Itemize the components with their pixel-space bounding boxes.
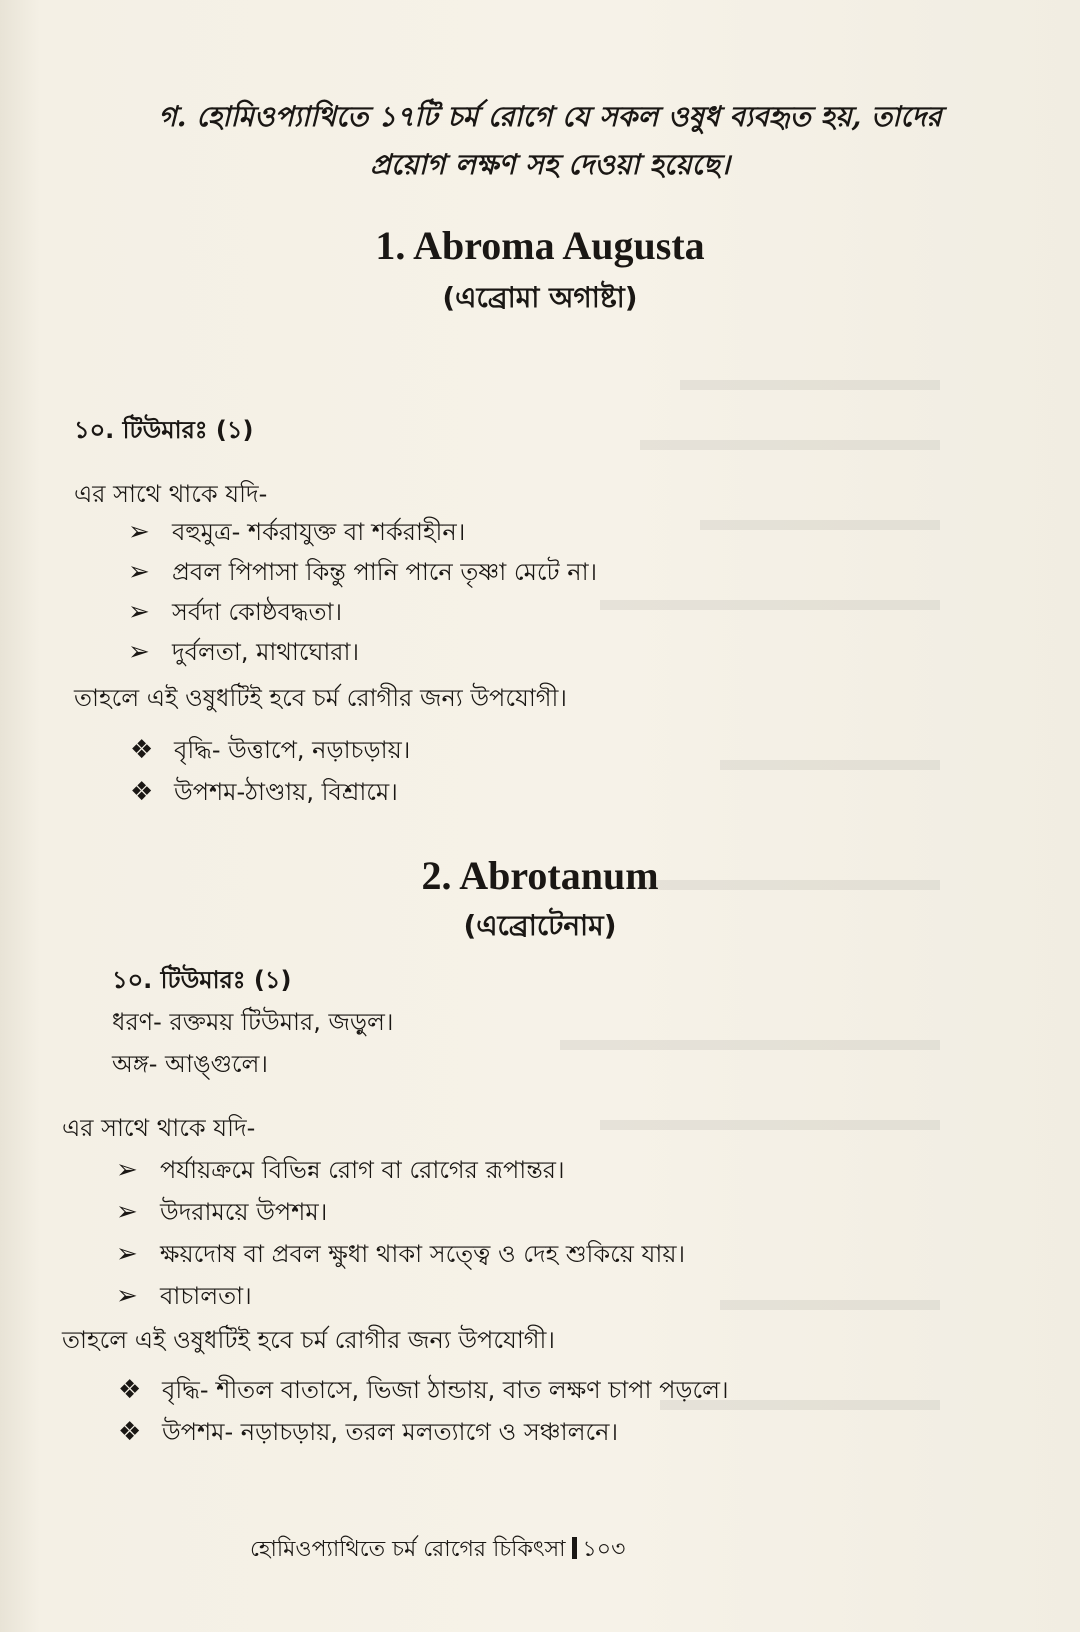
symptom-item <box>128 514 465 554</box>
symptom-text: দুর্বলতা, মাথাঘোরা। <box>172 638 360 666</box>
symptom-text: পর্যায়ক্রমে বিভিন্ন রোগ বা রোগের রূপান্তর। <box>160 1156 565 1184</box>
modality-item <box>118 1414 618 1454</box>
diamond-bullet-icon: ❖ <box>118 1417 142 1447</box>
conclusion-text: তাহলে এই ওষুধটিই হবে চর্ম রোগীর জন্য উপযোগী। <box>74 684 567 712</box>
arrow-bullet-icon: ➢ <box>116 1197 138 1227</box>
arrow-bullet-icon: ➢ <box>116 1155 138 1185</box>
condition-heading: ১০. টিউমারঃ (১) <box>112 966 292 994</box>
lead-text: এর সাথে থাকে যদি- <box>62 1114 256 1142</box>
symptom-item <box>128 634 359 674</box>
arrow-bullet-icon: ➢ <box>128 637 150 667</box>
modality-text: উপশম-ঠাণ্ডায়, বিশ্রামে। <box>174 778 398 806</box>
conclusion-text: তাহলে এই ওষুধটিই হবে চর্ম রোগীর জন্য উপযোগী। <box>62 1326 555 1354</box>
modality-text: বৃদ্ধি- উত্তাপে, নড়াচড়ায়। <box>174 736 411 764</box>
symptom-item <box>116 1278 252 1318</box>
arrow-bullet-icon: ➢ <box>128 597 150 627</box>
symptom-text: বাচালতা। <box>160 1282 252 1310</box>
medicine-subtitle: (এব্রোমা অগাষ্টা) <box>442 281 638 314</box>
symptom-text: ক্ষয়দোষ বা প্রবল ক্ষুধা থাকা সত্ত্বে ও দেহ শুকিয়ে যায়। <box>160 1240 686 1268</box>
diamond-bullet-icon: ❖ <box>130 777 154 807</box>
medicine-title: 1. Abroma Augusta <box>375 223 705 268</box>
diamond-bullet-icon: ❖ <box>118 1375 142 1405</box>
symptom-item <box>116 1152 565 1192</box>
modality-item <box>118 1372 729 1412</box>
footer-separator <box>572 1537 577 1559</box>
detail-text: ধরণ- রক্তময় টিউমার, জড়ুল। <box>112 1008 394 1036</box>
symptom-text: বহুমুত্র- শর্করাযুক্ত বা শর্করাহীন। <box>172 518 466 546</box>
symptom-item <box>128 554 597 594</box>
lead-text: এর সাথে থাকে যদি- <box>74 480 268 508</box>
footer-title: হোমিওপ্যাথিতে চর্ম রোগের চিকিৎসা <box>250 1537 566 1562</box>
arrow-bullet-icon: ➢ <box>128 517 150 547</box>
intro-line-1: গ. হোমিওপ্যাথিতে ১৭টি চর্ম রোগে যে সকল ওষুধ ব্যবহৃত হয়, তাদের <box>158 100 942 133</box>
modality-text: উপশম- নড়াচড়ায়, তরল মলত্যাগে ও সঞ্চালনে। <box>162 1418 619 1446</box>
page-footer <box>250 1532 625 1569</box>
modality-text: বৃদ্ধি- শীতল বাতাসে, ভিজা ঠান্ডায়, বাত লক্ষণ চাপা পড়লে। <box>162 1376 729 1404</box>
symptom-item <box>116 1194 327 1234</box>
modality-item <box>130 732 410 772</box>
intro-line-2: প্রয়োগ লক্ষণ সহ দেওয়া হয়েছে। <box>370 148 730 181</box>
modality-item <box>130 774 398 814</box>
symptom-text: প্রবল পিপাসা কিন্তু পানি পানে তৃষ্ণা মেটে না। <box>172 558 598 586</box>
arrow-bullet-icon: ➢ <box>116 1239 138 1269</box>
medicine-subtitle: (এব্রোটেনাম) <box>463 909 617 942</box>
page-number: ১০৩ <box>582 1537 626 1562</box>
symptom-text: সর্বদা কোষ্ঠবদ্ধতা। <box>172 598 343 626</box>
symptom-text: উদরাময়ে উপশম। <box>160 1198 328 1226</box>
medicine-title: 2. Abrotanum <box>421 853 659 898</box>
arrow-bullet-icon: ➢ <box>116 1281 138 1311</box>
diamond-bullet-icon: ❖ <box>130 735 154 765</box>
detail-text: অঙ্গ- আঙ্গুলে। <box>112 1050 268 1078</box>
symptom-item <box>128 594 342 634</box>
symptom-item <box>116 1236 685 1276</box>
condition-heading: ১০. টিউমারঃ (১) <box>74 416 254 444</box>
arrow-bullet-icon: ➢ <box>128 557 150 587</box>
